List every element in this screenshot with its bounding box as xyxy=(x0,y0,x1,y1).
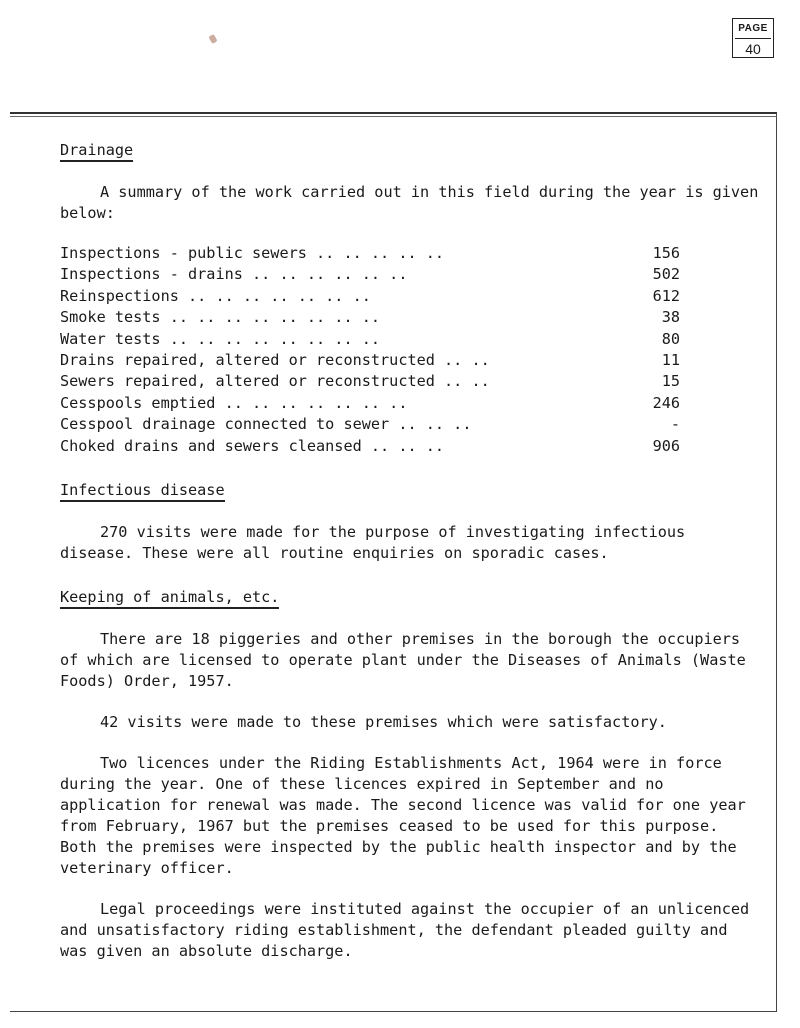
table-row xyxy=(60,286,760,307)
drainage-intro: A summary of the work carried out in this field during the year is given below: xyxy=(60,183,759,222)
animals-heading: Keeping of animals, etc. xyxy=(60,588,279,609)
table-row xyxy=(60,436,760,457)
frame-rule xyxy=(10,116,777,117)
row-label: Water tests .. .. .. .. .. .. .. .. xyxy=(60,329,381,348)
row-value: 156 xyxy=(652,244,680,262)
row-label: Cesspools emptied .. .. .. .. .. .. .. xyxy=(60,393,408,412)
table-row xyxy=(60,371,760,392)
row-value: 80 xyxy=(661,329,680,348)
page-label: PAGE xyxy=(738,23,768,34)
drainage-table xyxy=(60,243,760,457)
row-value: 11 xyxy=(661,350,680,369)
infectious-section xyxy=(60,480,760,564)
infectious-text: 270 visits were made for the purpose of investigating infectious disease. These were all routine enquiries on sporadic cases. xyxy=(60,522,686,562)
page-box-divider xyxy=(735,38,771,39)
row-value: 38 xyxy=(661,308,680,327)
document-body xyxy=(60,140,760,962)
table-row xyxy=(60,329,760,350)
row-label: Sewers repaired, altered or reconstructed .. .. xyxy=(60,372,490,391)
table-row xyxy=(60,243,760,264)
table-row xyxy=(60,350,760,371)
row-label: Choked drains and sewers cleansed .. .. .. xyxy=(60,436,445,455)
animals-paragraph: 42 visits were made to these premises which were satisfactory. xyxy=(100,712,667,731)
table-row xyxy=(60,264,760,285)
ink-mark xyxy=(208,34,217,44)
row-value: 612 xyxy=(652,286,680,305)
row-label: Cesspool drainage connected to sewer .. .. .. xyxy=(60,415,472,434)
infectious-heading: Infectious disease xyxy=(60,481,225,502)
row-label: Inspections - drains .. .. .. .. .. .. xyxy=(60,265,408,284)
table-row xyxy=(60,393,760,414)
page-number-box xyxy=(732,18,774,58)
row-value: - xyxy=(670,415,680,434)
row-label: Reinspections .. .. .. .. .. .. .. xyxy=(60,286,371,305)
animals-paragraph: There are 18 piggeries and other premises in the borough the occupiers of which are licensed to operate plant under the Diseases of Animals (Waste Foods) Order, 1957. xyxy=(60,629,746,690)
drainage-heading: Drainage xyxy=(60,141,133,162)
page-number: 40 xyxy=(745,41,761,57)
animals-paragraph: Two licences under the Riding Establishments Act, 1964 were in force during the year. One of these licences expired in September and no application for renewal was made. The second licence was valid for one year from February, 1967 but the premises ceased to be used for this purpose. Both the premises were inspected by the public health inspector and by the veterinary officer. xyxy=(60,753,746,877)
animals-paragraph: Legal proceedings were instituted against the occupier of an unlicenced and unsatisfactory riding establishment, the defendant pleaded guilty and was given an absolute discharge. xyxy=(60,899,750,960)
row-value: 502 xyxy=(652,265,680,284)
animals-section xyxy=(60,587,760,962)
table-row xyxy=(60,414,760,435)
table-row xyxy=(60,307,760,328)
row-value: 906 xyxy=(652,436,680,455)
row-value: 15 xyxy=(661,372,680,391)
row-label: Inspections - public sewers .. .. .. .. .. xyxy=(60,244,445,262)
row-label: Smoke tests .. .. .. .. .. .. .. .. xyxy=(60,308,381,327)
row-label: Drains repaired, altered or reconstructed .. .. xyxy=(60,350,490,369)
row-value: 246 xyxy=(652,393,680,412)
